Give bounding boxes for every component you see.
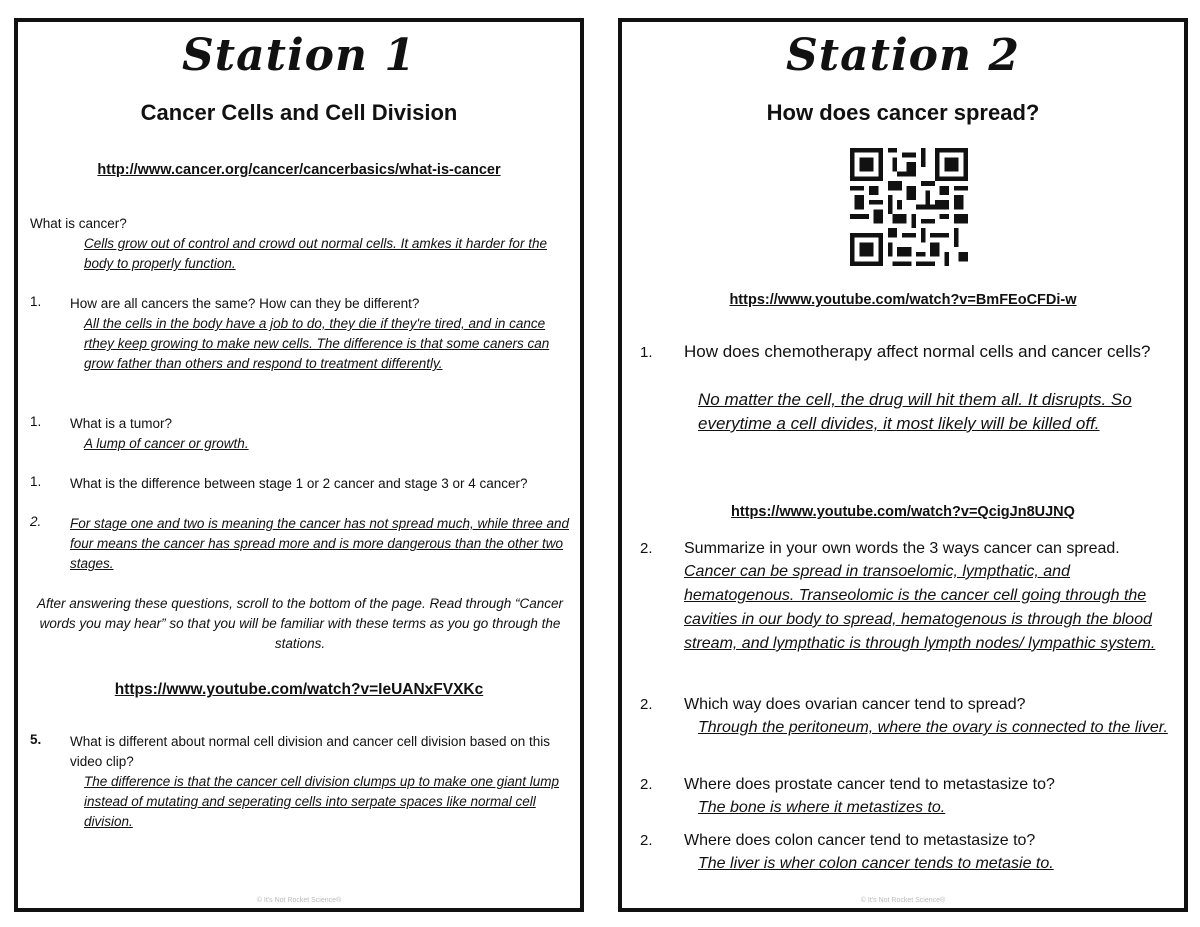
answer-stages: For stage one and two is meaning the cancer has not spread much, while three and four means the cancer has spread more and is more dangerous than the other two stages. [70,516,570,571]
question-number: 1. [30,414,42,429]
answer-chemotherapy: No matter the cell, the drug will hit them all. It disrupts. So everytime a cell divides, it most likely will be killed off. [698,390,1132,433]
qr-code-image[interactable] [850,148,968,266]
answer-cancers-same: All the cells in the body have a job to do, they die if they're tired, and in cance rthey keep growing to make new cells. The difference is that some caners can grow father than others and respond to treatment differently. [84,316,550,371]
answer-number: 2. [30,514,42,529]
question-number: 1. [30,474,42,489]
copyright-footer: © It's Not Rocket Science® [860,897,946,904]
station-subtitle: Cancer Cells and Cell Division [140,100,458,125]
question-stages: What is the difference between stage 1 or 2 cancer and stage 3 or 4 cancer? [70,476,528,491]
youtube-link-1[interactable]: https://www.youtube.com/watch?v=BmFEoCFDi-w [729,292,1077,308]
question-cancers-same: How are all cancers the same? How can they be different? [70,296,420,311]
youtube-link-2[interactable]: https://www.youtube.com/watch?v=QcigJn8UJNQ [731,504,1075,520]
question-number: 1. [640,344,653,361]
question-tumor: What is a tumor? [70,416,173,431]
answer-tumor: A lump of cancer or growth. [84,436,249,451]
answer-cell-division: The difference is that the cancer cell division clumps up to make one giant lump instead of mutating and seperating cells into serpate spaces like normal cell division. [84,774,559,829]
cancer-org-link[interactable]: http://www.cancer.org/cancer/cancerbasics/what-is-cancer [97,162,501,178]
question-chemotherapy: How does chemotherapy affect normal cells and cancer cells? [684,342,1151,361]
question-number: 2. [640,832,653,849]
answer-colon-cancer: The liver is wher colon cancer tends to metasie to. [698,855,1054,872]
station-title: Station 2 [786,30,1020,81]
answer-prostate-cancer: The bone is where it metastizes to. [698,799,946,816]
question-number: 2. [640,696,653,713]
instruction-note: After answering these questions, scroll to the bottom of the page. Read through “Cancer words you may hear” so that you will be familiar with these terms as you go through the stations. [36,596,564,651]
question-ovarian-cancer: Which way does ovarian cancer tend to spread? [684,696,1026,713]
answer-3-ways-spread: Cancer can be spread in transoelomic, lympthatic, and hematogenous. Transeolomic is the cancer cell going through the cavities in our body to spread, hematogenous is through the blood stream, and lympthatic is through lympth nodes/ lympathic system. [684,563,1156,652]
station-title: Station 1 [182,30,416,81]
answer-ovarian-cancer: Through the peritoneum, where the ovary is connected to the liver. [698,719,1168,736]
question-cell-division: What is different about normal cell division and cancer cell division based on this video clip? [70,734,551,769]
youtube-link-1[interactable]: https://www.youtube.com/watch?v=IeUANxFVXKc [114,681,484,698]
question-number: 5. [30,732,42,747]
copyright-footer: © It's Not Rocket Science® [256,897,342,904]
question-prostate-cancer: Where does prostate cancer tend to metastasize to? [684,776,1055,793]
station-1-card [14,18,584,912]
station-subtitle: How does cancer spread? [766,100,1040,125]
question-what-is-cancer: What is cancer? [30,216,127,231]
question-colon-cancer: Where does colon cancer tend to metastasize to? [684,832,1036,849]
question-number: 2. [640,776,653,793]
question-3-ways-spread: Summarize in your own words the 3 ways cancer can spread. [684,540,1120,557]
answer-what-is-cancer: Cells grow out of control and crowd out normal cells. It amkes it harder for the body to properly function. [84,236,547,271]
question-number: 1. [30,294,42,309]
question-number: 2. [640,540,653,557]
station-2-card [618,18,1188,912]
